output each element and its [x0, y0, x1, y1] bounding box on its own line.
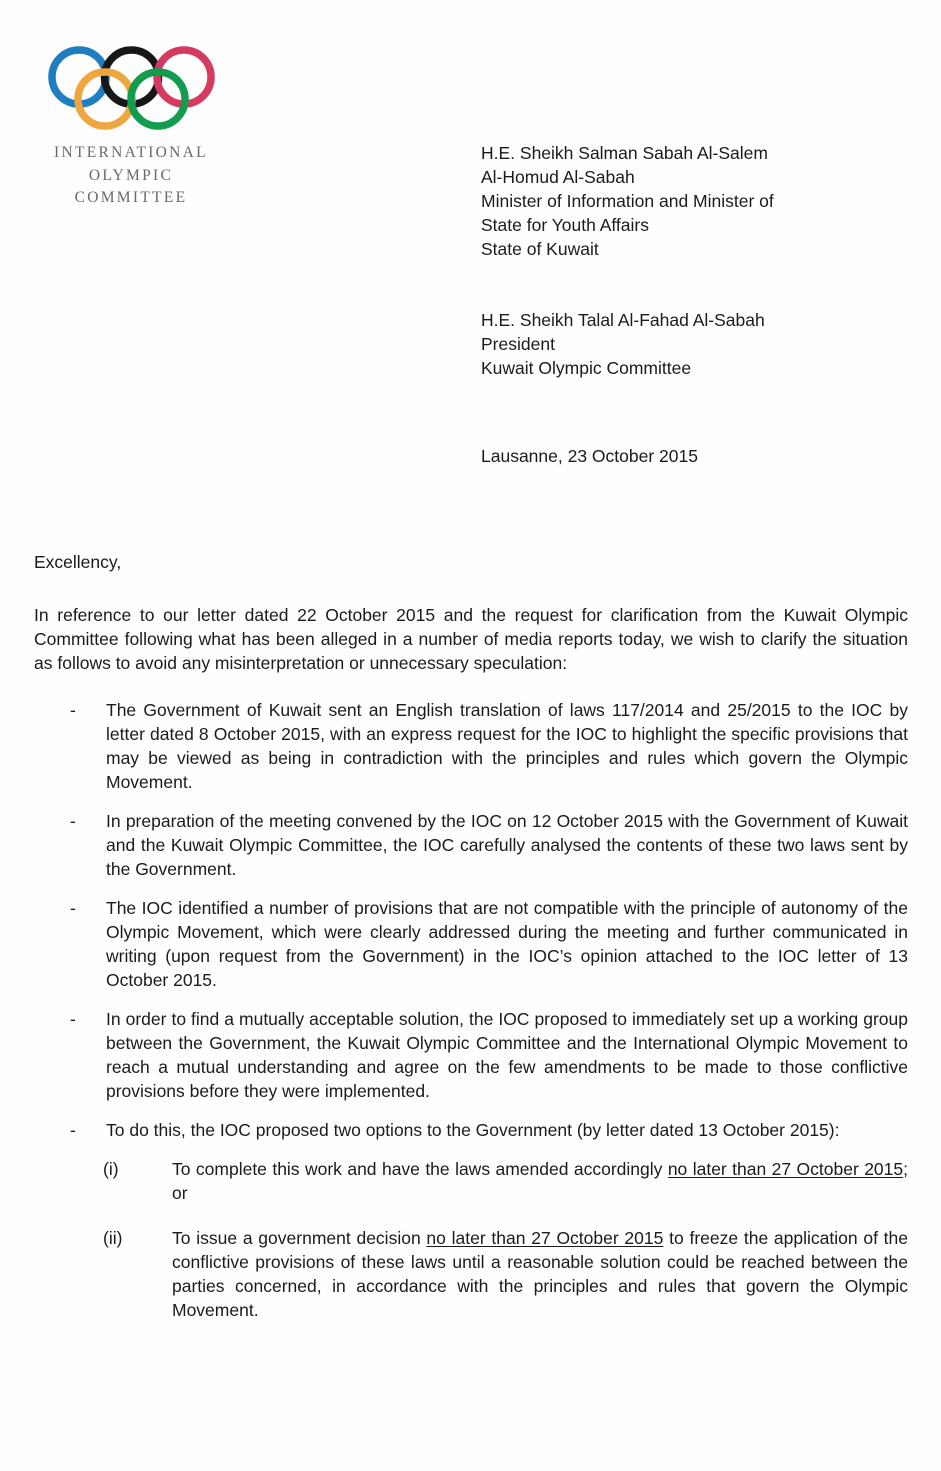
olympic-rings-icon	[48, 46, 215, 131]
bullet-text: In preparation of the meeting convened by the IOC on 12 October 2015 with the Government of Kuwait and the Kuwait Olympic Committee, the IOC carefully analysed the contents of these two laws sent by the Government.	[106, 811, 908, 879]
sub-item-label: (ii)	[103, 1228, 123, 1248]
org-name-line: INTERNATIONAL	[54, 144, 208, 161]
bullet-dash: -	[70, 1009, 76, 1029]
bullet-item	[34, 1118, 908, 1142]
dateline: Lausanne, 23 October 2015	[481, 446, 698, 466]
sub-item-segment: to freeze the application of the conflictive provisions of these laws until a reasonable solution could be reached between the parties concerned, in accordance with the principles and rules that govern the Olympic Movement.	[172, 1228, 909, 1320]
salutation: Excellency,	[34, 552, 122, 572]
sub-item-i	[34, 1157, 908, 1205]
sub-item-segment-underlined: no later than 27 October 2015	[667, 1159, 904, 1179]
sub-item-segment-underlined: no later than 27 October 2015	[426, 1228, 664, 1248]
bullet-item	[34, 698, 908, 794]
bullet-text: In order to find a mutually acceptable solution, the IOC proposed to immediately set up a working group between the Government, the Kuwait Olympic Committee and the International Olympic Movement to reach a mutual understanding and agree on the few amendments to be made to those conflictive provisions before they were implemented.	[106, 1009, 908, 1101]
recipient-secondary	[481, 308, 921, 380]
recipient-line: State for Youth Affairs	[481, 215, 649, 235]
bullet-list	[34, 698, 908, 1142]
sub-item-list	[34, 1157, 908, 1322]
address-column	[481, 141, 921, 468]
sub-item-segment: To complete this work and have the laws amended accordingly	[172, 1159, 668, 1179]
recipient-line: H.E. Sheikh Talal Al-Fahad Al-Sabah	[481, 310, 765, 330]
recipient-line: Kuwait Olympic Committee	[481, 358, 692, 378]
sub-item-text	[172, 1226, 908, 1322]
sub-item-ii	[34, 1226, 908, 1322]
recipient-line: Al-Homud Al-Sabah	[481, 167, 635, 187]
intro-paragraph: In reference to our letter dated 22 October 2015 and the request for clarification from the Kuwait Olympic Committee following what has been alleged in a number of media reports today, we wish to clarify the situation as follows to avoid any misinterpretation or unnecessary speculation:	[34, 605, 908, 673]
bullet-item	[34, 896, 908, 992]
bullet-dash: -	[70, 811, 76, 831]
bullet-text: To do this, the IOC proposed two options to the Government (by letter dated 13 October 2015):	[106, 1120, 840, 1140]
bullet-dash: -	[70, 700, 76, 720]
bullet-dash: -	[70, 1120, 76, 1140]
letterhead	[36, 46, 226, 210]
bullet-text: The Government of Kuwait sent an English translation of laws 117/2014 and 25/2015 to the IOC by letter dated 8 October 2015, with an express request for the IOC to highlight the specific provisions that may be viewed as being in contradiction with the principles and rules which govern the Olympic Movement.	[106, 700, 908, 792]
letter-body	[34, 550, 908, 1343]
sub-item-text	[172, 1157, 908, 1205]
recipient-line: State of Kuwait	[481, 239, 599, 259]
sub-item-segment: To issue a government decision	[172, 1228, 427, 1248]
org-name-line: COMMITTEE	[74, 189, 188, 206]
recipient-line: Minister of Information and Minister of	[481, 191, 774, 211]
recipient-line: President	[481, 334, 555, 354]
recipient-primary	[481, 141, 921, 261]
recipient-line: H.E. Sheikh Salman Sabah Al-Salem	[481, 143, 768, 163]
bullet-dash: -	[70, 898, 76, 918]
sub-item-label: (i)	[103, 1159, 119, 1179]
org-name-line: OLYMPIC	[88, 166, 174, 184]
sub-item-segment: ; or	[172, 1159, 909, 1203]
bullet-item	[34, 809, 908, 881]
bullet-item	[34, 1007, 908, 1103]
org-name	[36, 142, 226, 210]
bullet-text: The IOC identified a number of provisions that are not compatible with the principle of autonomy of the Olympic Movement, which were clearly addressed during the meeting and further communicated in writing (upon request from the Government) in the IOC’s opinion attached to the IOC letter of 13 October 2015.	[106, 898, 908, 990]
